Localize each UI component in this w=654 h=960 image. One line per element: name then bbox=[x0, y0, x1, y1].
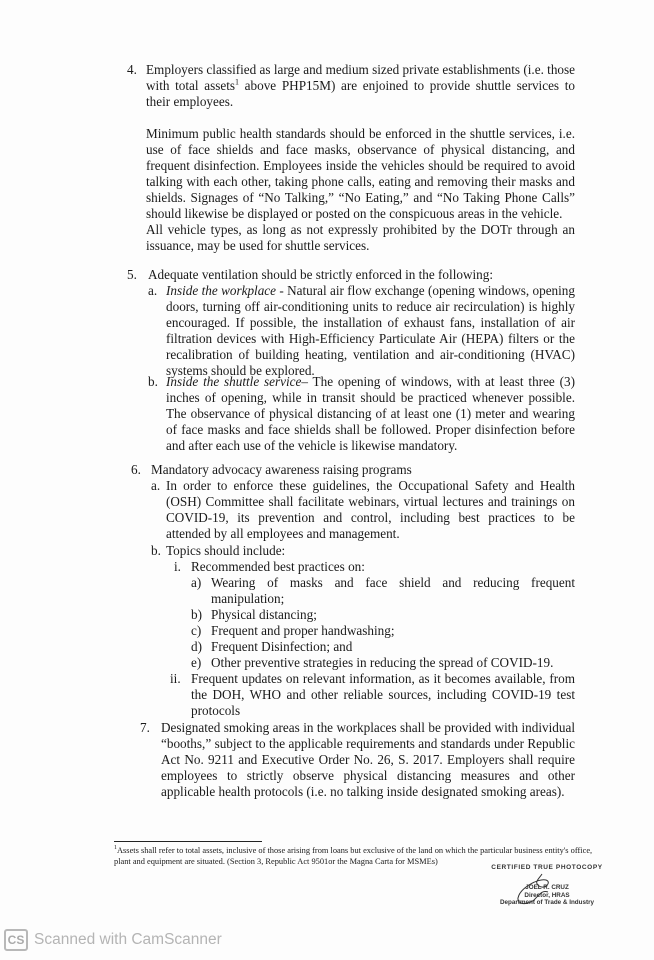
item-5-number: 5. bbox=[127, 267, 137, 282]
sub-item-text: Wearing of masks and face shield and reducing frequent manipulation; bbox=[211, 575, 575, 607]
sub-item-label: d) bbox=[191, 639, 202, 654]
item-4-paragraph-3: All vehicle types, as long as not expressly prohibited by the DOTr through an issuance, may be used for shuttle services. bbox=[146, 222, 575, 254]
camscanner-watermark bbox=[4, 928, 222, 952]
item-6a-label: a. bbox=[151, 478, 161, 493]
item-5b-label: b. bbox=[148, 374, 158, 389]
footnote-divider bbox=[114, 841, 262, 842]
sub-item-text: Other preventive strategies in reducing the spread of COVID-19. bbox=[211, 655, 554, 670]
footnote-text: Assets shall refer to total assets, inclusive of those arising from loans but exclusive of the land on which the particular business entity's office, plant and equipment are situated. (Section 3, Republic Act 9501or the Magna Carta for MSMEs) bbox=[114, 846, 593, 866]
item-6b-text: Topics should include: bbox=[166, 543, 286, 558]
item-5a-label: a. bbox=[148, 283, 158, 298]
sub-item-label: b) bbox=[191, 607, 202, 622]
item-6bi-text: Recommended best practices on: bbox=[191, 559, 365, 574]
sub-item-text: Frequent Disinfection; and bbox=[211, 639, 353, 654]
item-4-text-b: above PHP15M) are enjoined to provide shuttle services to their employees. bbox=[146, 78, 575, 110]
item-6bi-label: i. bbox=[174, 559, 181, 574]
sub-item-label: a) bbox=[191, 575, 202, 590]
item-5-text: Adequate ventilation should be strictly enforced in the following: bbox=[148, 267, 493, 282]
footnote-ref[interactable]: 1 bbox=[235, 77, 239, 87]
stamp-position: Director, HRAS bbox=[524, 891, 570, 899]
item-5b-text bbox=[166, 374, 575, 454]
item-5a-text bbox=[166, 283, 575, 380]
item-7-text: Designated smoking areas in the workplaces shall be provided with individual “booths,” subject to the applicable requirements and standards under Republic Act No. 9211 and Executive Order No. 26, S. 2017. Employers shall require employees to strictly observe physical distancing measures and other applicable health protocols (i.e. no talking inside designated smoking areas). bbox=[161, 720, 575, 800]
item-6bii-text: Frequent updates on relevant information, as it becomes available, from the DOH, WHO and other reliable sources, including COVID-19 test protocols bbox=[191, 671, 575, 719]
item-4-number: 4. bbox=[127, 62, 137, 77]
item-6b-label: b. bbox=[151, 543, 161, 558]
item-6-text: Mandatory advocacy awareness raising programs bbox=[151, 462, 412, 477]
item-7-number: 7. bbox=[140, 720, 150, 735]
stamp-department: Department of Trade & Industry bbox=[499, 899, 595, 906]
item-5a-body: - Natural air flow exchange (opening windows, opening doors, turning off air-conditioning units to reduce air recirculation) is highly encouraged. If possible, the installation of exhaust fans, installation of air filtration devices with High-Efficiency Particulate Air (HEPA) filters or the recalibration of building heating, ventilation and air-conditioning (HVAC) systems should be explored. bbox=[166, 283, 575, 379]
item-4-text-a: Employers classified as large and medium sized private establishments (i.e. those with total assets bbox=[146, 62, 575, 94]
sub-item-label: e) bbox=[191, 655, 202, 670]
stamp-title: CERTIFIED TRUE PHOTOCOPY bbox=[491, 864, 603, 871]
item-5b-body: – The opening of windows, with at least three (3) inches of opening, while in transit should be practiced whenever possible. The observance of physical distancing of at least one (1) meter and wearing of face masks and face shields shall be followed. Proper disinfection before and after each use of the vehicle is likewise mandatory. bbox=[166, 374, 575, 454]
item-4-paragraph-2: Minimum public health standards should be enforced in the shuttle services, i.e. use of face shields and face masks, observance of physical distancing, and frequent disinfection. Employees inside the vehicles should be required to avoid talking with each other, taking phone calls, eating and removing their masks and shields. Signages of “No Talking,” “No Eating,” and “No Taking Phone Calls” should likewise be displayed or posted on the conspicuous areas in the vehicle. bbox=[146, 126, 575, 222]
footnote-marker: 1 bbox=[114, 845, 117, 852]
signature-icon bbox=[512, 872, 562, 908]
sub-item-text: Frequent and proper handwashing; bbox=[211, 623, 395, 638]
item-5a-title: Inside the workplace bbox=[166, 283, 276, 298]
item-5b-title: Inside the shuttle service bbox=[166, 374, 302, 389]
sub-item-label: c) bbox=[191, 623, 202, 638]
sub-item-text: Physical distancing; bbox=[211, 607, 317, 622]
item-6-number: 6. bbox=[131, 462, 141, 477]
stamp-name: JOEL R. CRUZ bbox=[525, 884, 569, 891]
camscanner-text: Scanned with CamScanner bbox=[34, 931, 222, 948]
camscanner-logo-icon: CS bbox=[4, 929, 28, 951]
item-6a-text: In order to enforce these guidelines, the Occupational Safety and Health (OSH) Committee shall facilitate webinars, virtual lectures and trainings on COVID-19, its prevention and control, including best practices to be attended by all employees and management. bbox=[166, 478, 575, 542]
item-4-paragraph-1 bbox=[146, 62, 575, 110]
item-6bii-label: ii. bbox=[170, 671, 181, 686]
